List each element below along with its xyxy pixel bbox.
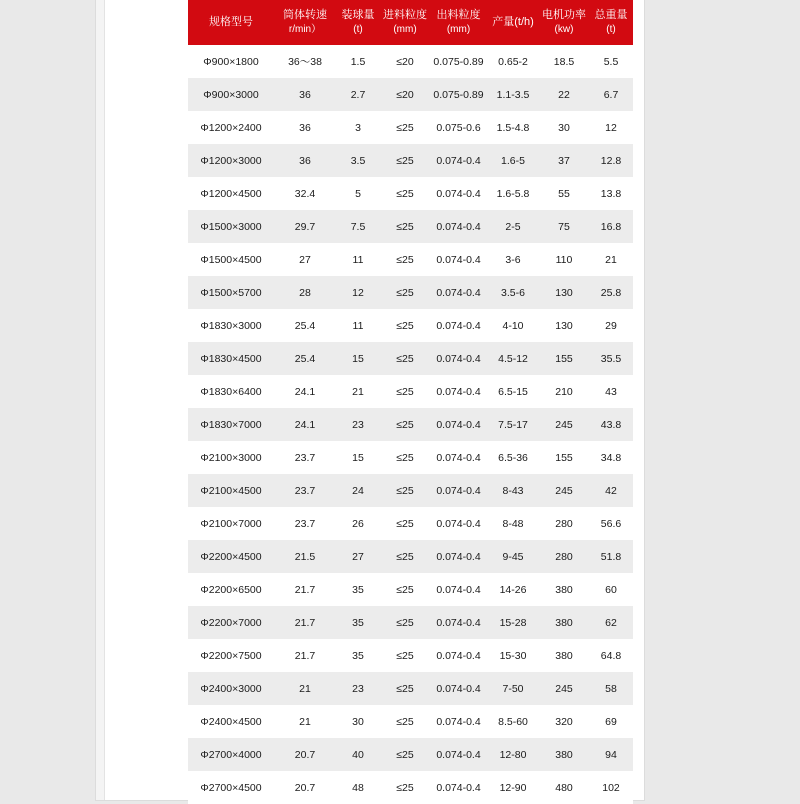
table-cell: 51.8 [589,540,633,573]
table-cell: 23.7 [274,474,336,507]
table-row [188,474,633,507]
table-cell: Φ2400×3000 [188,672,274,705]
table-cell: Φ2400×4500 [188,705,274,738]
table-cell: Φ1200×4500 [188,177,274,210]
table-cell: 0.074-0.4 [430,309,487,342]
table-cell: ≤25 [380,375,430,408]
table-cell: 6.5-15 [487,375,539,408]
table-cell: 2.7 [336,78,380,111]
table-cell: 35 [336,606,380,639]
table-cell: ≤25 [380,441,430,474]
table-cell: 21 [274,672,336,705]
table-cell: 23.7 [274,441,336,474]
table-cell: ≤25 [380,309,430,342]
table-row [188,144,633,177]
table-cell: ≤20 [380,78,430,111]
table-cell: 0.65-2 [487,45,539,78]
table-row [188,309,633,342]
table-cell: 24 [336,474,380,507]
column-header-rotation-speed [274,0,336,45]
table-cell: 43.8 [589,408,633,441]
table-cell: 102 [589,771,633,804]
table-cell: 0.074-0.4 [430,144,487,177]
column-header-label: 规格型号 [209,16,253,28]
table-header-row [188,0,633,45]
table-cell: 245 [539,672,589,705]
column-header-capacity [487,0,539,45]
column-header-label: 电机功率 [542,9,586,21]
table-row [188,606,633,639]
table-cell: 0.074-0.4 [430,771,487,804]
specification-table [188,0,633,804]
table-cell: 0.074-0.4 [430,342,487,375]
table-cell: 1.5-4.8 [487,111,539,144]
table-cell: 0.074-0.4 [430,573,487,606]
table-row [188,705,633,738]
table-cell: 62 [589,606,633,639]
table-cell: 8-48 [487,507,539,540]
table-cell: 0.074-0.4 [430,738,487,771]
table-cell: 280 [539,507,589,540]
table-cell: Φ1830×4500 [188,342,274,375]
table-cell: 15-30 [487,639,539,672]
table-row [188,441,633,474]
table-cell: ≤25 [380,210,430,243]
table-cell: 0.074-0.4 [430,672,487,705]
table-cell: 11 [336,243,380,276]
table-cell: Φ2200×7500 [188,639,274,672]
table-cell: 48 [336,771,380,804]
column-header-ball-load [336,0,380,45]
table-cell: 3.5 [336,144,380,177]
table-cell: 0.074-0.4 [430,408,487,441]
table-cell: 23.7 [274,507,336,540]
table-row [188,771,633,804]
table-cell: 24.1 [274,408,336,441]
table-cell: 27 [336,540,380,573]
table-cell: 5.5 [589,45,633,78]
table-cell: 16.8 [589,210,633,243]
table-cell: 28 [274,276,336,309]
table-cell: ≤25 [380,408,430,441]
column-header-unit: (kw) [554,24,574,35]
table-cell: ≤25 [380,177,430,210]
table-cell: 0.075-0.6 [430,111,487,144]
table-cell: 0.074-0.4 [430,441,487,474]
table-row [188,672,633,705]
table-cell: 7.5 [336,210,380,243]
table-cell: 20.7 [274,738,336,771]
table-cell: 43 [589,375,633,408]
table-cell: 380 [539,606,589,639]
table-cell: 21.7 [274,639,336,672]
table-cell: Φ2200×4500 [188,540,274,573]
table-cell: ≤25 [380,771,430,804]
table-cell: 21.5 [274,540,336,573]
table-cell: 25.4 [274,342,336,375]
table-cell: Φ2100×3000 [188,441,274,474]
table-cell: 24.1 [274,375,336,408]
table-cell: 36～38 [274,45,336,78]
table-cell: 69 [589,705,633,738]
table-cell: 245 [539,408,589,441]
table-cell: 18.5 [539,45,589,78]
table-cell: 1.1-3.5 [487,78,539,111]
table-cell: 35.5 [589,342,633,375]
table-cell: 35 [336,639,380,672]
table-cell: 15-28 [487,606,539,639]
table-cell: 23 [336,408,380,441]
column-header-discharge-size [430,0,487,45]
table-cell: Φ2700×4500 [188,771,274,804]
table-cell: 5 [336,177,380,210]
table-cell: 21.7 [274,573,336,606]
table-cell: 25.4 [274,309,336,342]
table-cell: 12.8 [589,144,633,177]
table-cell: 15 [336,441,380,474]
table-cell: 3-6 [487,243,539,276]
table-cell: 15 [336,342,380,375]
table-cell: 0.075-0.89 [430,45,487,78]
table-cell: 380 [539,639,589,672]
table-cell: 1.5 [336,45,380,78]
table-cell: 4-10 [487,309,539,342]
table-cell: 14-26 [487,573,539,606]
table-cell: Φ1500×4500 [188,243,274,276]
table-row [188,375,633,408]
table-cell: 60 [589,573,633,606]
table-cell: 21 [589,243,633,276]
table-row [188,408,633,441]
table-cell: 58 [589,672,633,705]
table-cell: Φ1830×3000 [188,309,274,342]
table-cell: 0.074-0.4 [430,705,487,738]
table-cell: 110 [539,243,589,276]
table-cell: ≤25 [380,705,430,738]
table-cell: ≤25 [380,639,430,672]
table-cell: ≤25 [380,342,430,375]
table-cell: 0.074-0.4 [430,639,487,672]
table-cell: 94 [589,738,633,771]
table-cell: 56.6 [589,507,633,540]
table-row [188,507,633,540]
column-header-unit: (t) [353,24,363,35]
table-cell: 0.074-0.4 [430,606,487,639]
table-cell: Φ1830×7000 [188,408,274,441]
table-cell: 36 [274,144,336,177]
table-row [188,738,633,771]
table-cell: 0.074-0.4 [430,210,487,243]
table-cell: 0.074-0.4 [430,243,487,276]
table-row [188,111,633,144]
table-cell: 12-80 [487,738,539,771]
column-header-total-weight [589,0,633,45]
table-cell: 27 [274,243,336,276]
table-cell: 13.8 [589,177,633,210]
table-cell: 3.5-6 [487,276,539,309]
table-cell: 26 [336,507,380,540]
page-left-margin [96,0,105,800]
table-cell: 23 [336,672,380,705]
table-cell: 11 [336,309,380,342]
table-cell: Φ1500×3000 [188,210,274,243]
table-cell: 29 [589,309,633,342]
table-cell: ≤25 [380,111,430,144]
table-cell: Φ1200×2400 [188,111,274,144]
column-header-unit: (t) [606,24,616,35]
table-cell: 0.074-0.4 [430,375,487,408]
table-cell: 8.5-60 [487,705,539,738]
table-cell: ≤25 [380,474,430,507]
table-cell: 0.074-0.4 [430,474,487,507]
table-cell: 55 [539,177,589,210]
table-cell: 380 [539,573,589,606]
table-cell: Φ900×1800 [188,45,274,78]
table-row [188,177,633,210]
table-cell: 12 [589,111,633,144]
table-cell: 320 [539,705,589,738]
table-row [188,45,633,78]
table-cell: 30 [539,111,589,144]
table-cell: 1.6-5 [487,144,539,177]
table-cell: 37 [539,144,589,177]
table-cell: 9-45 [487,540,539,573]
table-cell: Φ2100×7000 [188,507,274,540]
table-cell: 0.074-0.4 [430,507,487,540]
table-cell: ≤25 [380,276,430,309]
table-cell: 36 [274,111,336,144]
table-cell: 245 [539,474,589,507]
table-cell: 29.7 [274,210,336,243]
table-cell: Φ2200×7000 [188,606,274,639]
table-cell: Φ1830×6400 [188,375,274,408]
table-cell: 2-5 [487,210,539,243]
table-cell: 280 [539,540,589,573]
table-row [188,573,633,606]
table-cell: 155 [539,441,589,474]
table-cell: 380 [539,738,589,771]
table-cell: Φ1200×3000 [188,144,274,177]
table-cell: 210 [539,375,589,408]
table-row [188,276,633,309]
table-cell: ≤25 [380,738,430,771]
table-cell: Φ2200×6500 [188,573,274,606]
column-header-feed-size [380,0,430,45]
table-row [188,540,633,573]
table-cell: ≤25 [380,573,430,606]
table-cell: 8-43 [487,474,539,507]
table-cell: 155 [539,342,589,375]
table-cell: 34.8 [589,441,633,474]
table-cell: 21 [336,375,380,408]
column-header-label: 产量(t/h) [492,16,534,28]
table-cell: ≤25 [380,540,430,573]
table-cell: Φ2700×4000 [188,738,274,771]
table-cell: 20.7 [274,771,336,804]
table-cell: 21 [274,705,336,738]
table-cell: ≤25 [380,243,430,276]
table-cell: 21.7 [274,606,336,639]
table-cell: 7-50 [487,672,539,705]
table-cell: 42 [589,474,633,507]
table-cell: 30 [336,705,380,738]
table-cell: 25.8 [589,276,633,309]
table-cell: 12-90 [487,771,539,804]
table-cell: 0.075-0.89 [430,78,487,111]
column-header-label: 出料粒度 [436,9,481,21]
table-cell: ≤25 [380,144,430,177]
column-header-label: 装球量 [341,9,375,21]
table-cell: 32.4 [274,177,336,210]
table-cell: 0.074-0.4 [430,276,487,309]
column-header-unit: (mm) [393,24,417,35]
table-cell: 12 [336,276,380,309]
table-cell: 130 [539,309,589,342]
column-header-model [188,0,274,45]
table-row [188,78,633,111]
table-cell: 7.5-17 [487,408,539,441]
table-cell: ≤25 [380,672,430,705]
table-cell: Φ2100×4500 [188,474,274,507]
table-cell: 0.074-0.4 [430,177,487,210]
table-cell: 36 [274,78,336,111]
table-cell: 6.7 [589,78,633,111]
table-cell: 64.8 [589,639,633,672]
table-cell: ≤25 [380,507,430,540]
table-cell: 130 [539,276,589,309]
table-cell: 75 [539,210,589,243]
table-cell: 480 [539,771,589,804]
table-cell: 22 [539,78,589,111]
table-body [188,45,633,804]
table-cell: 40 [336,738,380,771]
column-header-label: 总重量 [594,9,628,21]
table-row [188,243,633,276]
column-header-label: 筒体转速 [283,9,327,21]
table-cell: 35 [336,573,380,606]
table-row [188,210,633,243]
table-cell: 0.074-0.4 [430,540,487,573]
table-cell: ≤20 [380,45,430,78]
table-cell: 1.6-5.8 [487,177,539,210]
table-cell: Φ1500×5700 [188,276,274,309]
table-cell: 4.5-12 [487,342,539,375]
column-header-label: 进料粒度 [383,9,427,21]
table-cell: 6.5-36 [487,441,539,474]
table-row [188,342,633,375]
table-cell: Φ900×3000 [188,78,274,111]
column-header-unit: (mm) [446,24,471,35]
column-header-motor-power [539,0,589,45]
table-row [188,639,633,672]
table-header [188,0,633,45]
column-header-unit: r/min） [288,24,322,35]
table-cell: 3 [336,111,380,144]
table-cell: ≤25 [380,606,430,639]
